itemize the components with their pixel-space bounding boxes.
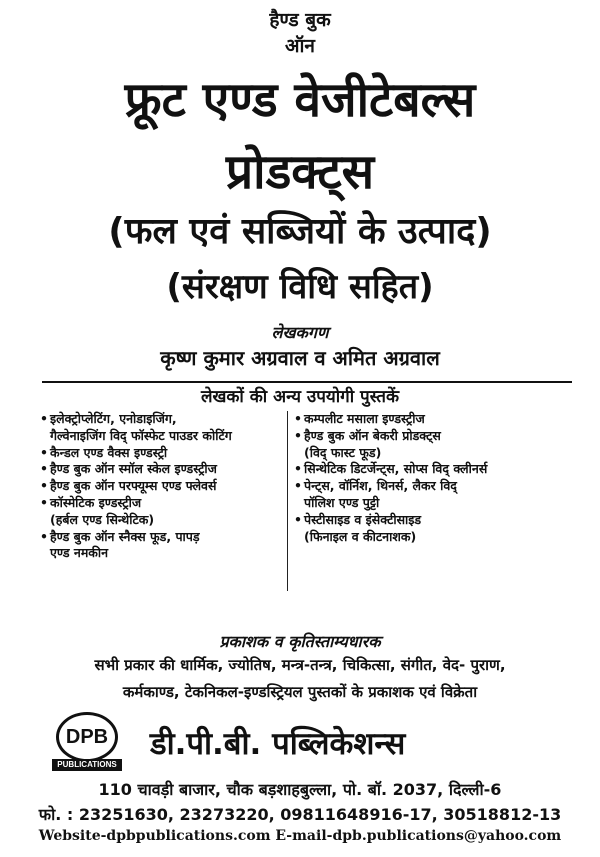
- publisher-web-email: Website-dpbpublications.com E-mail-dpb.publications@yahoo.com: [38, 828, 562, 844]
- book-list-item: [38, 411, 288, 445]
- book-list-item: [292, 512, 574, 546]
- pre-title-line-2: ऑन: [285, 35, 315, 57]
- book-list-item-line: गैल्वेनाइजिंग विद् फॉस्फेट पाउडर कोटिंग: [50, 427, 232, 443]
- publisher-phones: फो. : 23251630, 23273220, 09811648916-17, 30518812-13: [38, 805, 562, 824]
- book-list-item: [38, 461, 288, 478]
- main-title-line-1: फ्रूट एण्ड वेजीटेबल्स: [124, 72, 476, 128]
- book-list-item-line: • पेस्टीसाइड व इंसेक्टीसाइड: [304, 511, 422, 527]
- column-divider: [287, 411, 288, 591]
- authors-names: कृष्ण कुमार अग्रवाल व अमित अग्रवाल: [160, 346, 440, 370]
- other-books-right-column: [292, 411, 574, 545]
- book-list-item: [292, 411, 574, 428]
- publisher-address: 110 चावड़ी बाजार, चौक बड़शाहबुल्ला, पो. बॉ. 2037, दिल्ली-6: [98, 780, 502, 799]
- book-list-item-line: • कैन्डल एण्ड वैक्स इण्डस्ट्री: [50, 444, 168, 460]
- publisher-name: डी.पी.बी. पब्लिकेशन्स: [150, 726, 406, 762]
- publisher-description-line-1: सभी प्रकार की धार्मिक, ज्योतिष, मन्त्र-तन्त्र, चिकित्सा, संगीत, वेद- पुराण,: [94, 656, 506, 674]
- subtitle-line-2: (संरक्षण विधि सहित): [166, 267, 434, 307]
- book-list-item-line: (विद् फास्ट फूड): [304, 444, 382, 460]
- book-list-item: [38, 478, 288, 495]
- other-books-heading: लेखकों की अन्य उपयोगी पुस्तकें: [200, 387, 400, 407]
- pre-title-line-1: हैण्ड बुक: [269, 9, 331, 31]
- authors-label: लेखकगण: [271, 323, 329, 342]
- book-list-item-line: • इलेक्ट्रोप्लेटिंग, एनोडाइजिंग,: [50, 411, 177, 426]
- book-list-item-line: • कम्पलीट मसाला इण्डस्ट्रीज: [304, 411, 425, 426]
- publisher-label: प्रकाशक व कृतिस्ताम्यधारक: [219, 632, 381, 651]
- book-list-item: [292, 428, 574, 462]
- book-list-item-line: (हर्बल एण्ड सिन्थेटिक): [50, 511, 155, 527]
- book-list-item-line: • सिन्थेटिक डिटर्जेन्ट्स, सोप्स विद् क्लीनर्स: [304, 461, 488, 477]
- divider-rule: [42, 381, 572, 383]
- book-list-item: [38, 495, 288, 529]
- logo-circle: [56, 712, 118, 762]
- book-list-item-line: एण्ड नमकीन: [50, 545, 109, 561]
- subtitle-line-1: (फल एवं सब्जियों के उत्पाद): [108, 211, 492, 252]
- publisher-description-line-2: कर्मकाण्ड, टेकनिकल-इण्डस्ट्रियल पुस्तकों के प्रकाशक एवं विक्रेता: [122, 683, 478, 701]
- book-list-item-line: • कॉस्मेटिक इण्डस्ट्रीज: [50, 494, 142, 510]
- logo-band: PUBLICATIONS: [52, 759, 122, 771]
- publisher-logo: [52, 712, 122, 774]
- book-list-item-line: पॉलिश एण्ड पुट्टी: [304, 494, 380, 510]
- book-list-item-line: • हैण्ड बुक ऑन बेकरी प्रोडक्ट्स: [304, 427, 441, 443]
- book-list-item: [38, 529, 288, 563]
- book-list-item-line: • हैण्ड बुक ऑन परफ्यूम्स एण्ड फ्लेवर्स: [50, 478, 217, 494]
- book-list-item: [292, 461, 574, 478]
- other-books-left-column: [38, 411, 288, 562]
- book-list-item-line: • हैण्ड बुक ऑन स्मॉल स्केल इण्डस्ट्रीज: [50, 461, 217, 477]
- logo-text: DPB: [65, 725, 109, 748]
- book-list-item: [38, 445, 288, 462]
- book-list-item-line: • पेन्ट्स, वॉर्निश, थिनर्स, लैकर विद्: [304, 478, 457, 494]
- book-list-item: [292, 478, 574, 512]
- main-title-line-2: प्रोडक्ट्स: [225, 144, 375, 200]
- book-list-item-line: (फिनाइल व कीटनाशक): [304, 528, 417, 544]
- book-list-item-line: • हैण्ड बुक ऑन स्नैक्स फूड, पापड़: [50, 528, 200, 544]
